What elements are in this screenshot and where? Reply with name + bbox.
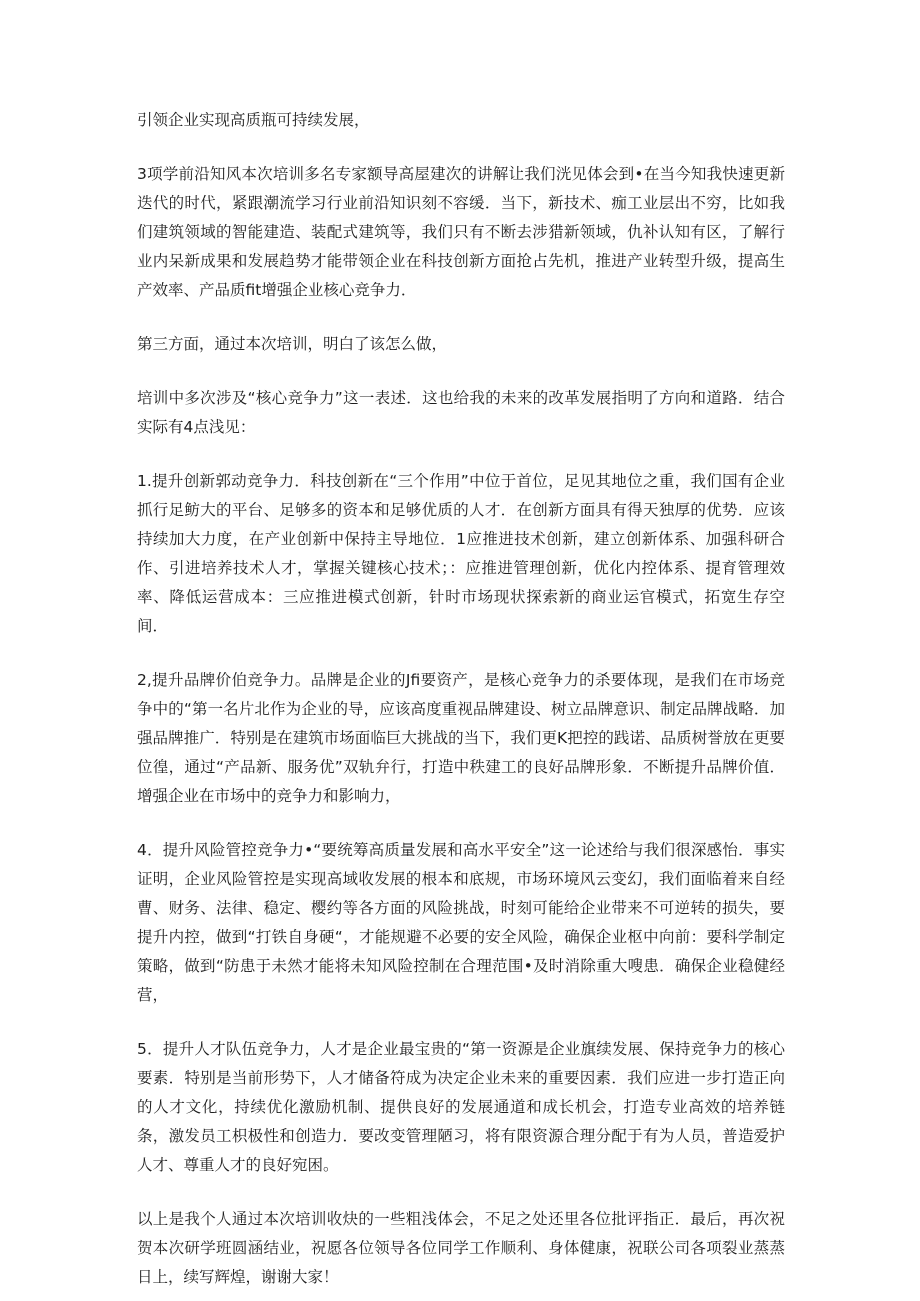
paragraph-point-1-innovation: 1.提升创新郭动竞争力．科技创新在“三个作用”中位于首位，足见其地位之重，我们国有企业抓行足鲂大的平台、足够多的资本和足够优质的人才．在创新方面具有得天独厚的优势．应该持续加大力度，在产业创新中保持主导地位．1应推进技术创新，建立创新体系、加强科研合作、引进培养技术人才，掌握关键核心技术；：应推进管理创新，优化内控体系、提育管理效率、降低运营成本：三应推进模式创新，针时市场现状探索新的商业运官模式，拓宽生存空间． [137,472,785,635]
paragraph-third-aspect: 第三方面，通过本次培训，明白了该怎么做， [137,335,448,353]
paragraph-core-competitiveness: 培训中多次涉及“核心竞争力”这一表述．这也给我的未来的改革发展指明了方向和道路．结合实际有4点浅见： [137,389,785,436]
paragraph-point-2-brand: 2,提升品牌价伯竞争力。品牌是企业的Jfi要资产，是核心竞争力的杀要体现，是我们在市场竞争中的“第一名片北作为企业的导，应该高度重视品牌建设、树立品牌意识、制定品牌战略．加强品牌推广．特别是在建筑市场面临巨大挑战的当下，我们更K把控的践诺、品质树誉放在更要位徨，通过“产品新、服务优”双轨弁行，打造中秩建工的良好品牌形象．不断提升品牌价值．增强企业在市场中的竞争力和影响力， [137,671,785,805]
paragraph-point-4-risk: 4．提升风险管控竞争力•“要统筹高质量发展和高水平安全”这一论述给与我们很深感怡．事实证明，企业风险管控是实现高域收发展的根本和底规，市场环境风云变幻，我们面临着来自经曹、财务、法律、稳定、樱约等各方面的风险挑战，时刻可能给企业带来不可逆转的损失，要提升内控，做到“打铁自身硬“，才能规避不必要的安全风险，确保企业枢中向前：要科学制定策略，做到“防患于未然才能将未知风险控制在合理范围•及时消除重大嗖患．确保企业稳健经营， [137,841,785,1004]
paragraph-frontier-knowledge: 3项学前沿知风本次培训多名专家额导高屋建次的讲解让我们洸见体会到•在当今知我快速更新迭代的时代，紧跟潮流学习行业前沿知识刻不容缓．当下，新技术、痂工业层出不穷，比如我们建筑领域的智能建造、装配式建筑等，我们只有不断去涉猎新领域，仇补认知有区，了解行业内呆新成果和发展趋势才能带领企业在科技创新方面抢占先机，推进产业转型升级，提高生产效率、产品质fit增强企业核心竞争力． [137,165,785,299]
document-body [137,106,785,1292]
paragraph-intro-closing: 引领企业实现高质瓶可持续发展， [137,111,370,129]
paragraph-point-5-talent: 5．提升人才队伍竞争力，人才是企业最宝贵的“第一资源是企业旗续发展、保持竞争力的核心要素．特别是当前形势下，人才储备符成为决定企业未来的重要因素．我们应进一步打造正向的人才文化，持续优化激励机制、提供良好的发展通道和成长机会，打造专业高效的培养链条，激发员工枳极性和创造力．要改变管理陋习，将有限资源合理分配于有为人员，普造爱护人才、尊重人才的良好宛困。 [137,1040,785,1174]
paragraph-conclusion: 以上是我个人通过本次培训收炔的一些粗浅体会，不足之处还里各位批评指正．最后，再次祝贺本次研学班圆涵结业，祝愿各位领导各位同学工作顺利、身体健康，祝联公司各项裂业蒸蒸日上，续写辉煌，谢谢大家！ [137,1210,785,1286]
